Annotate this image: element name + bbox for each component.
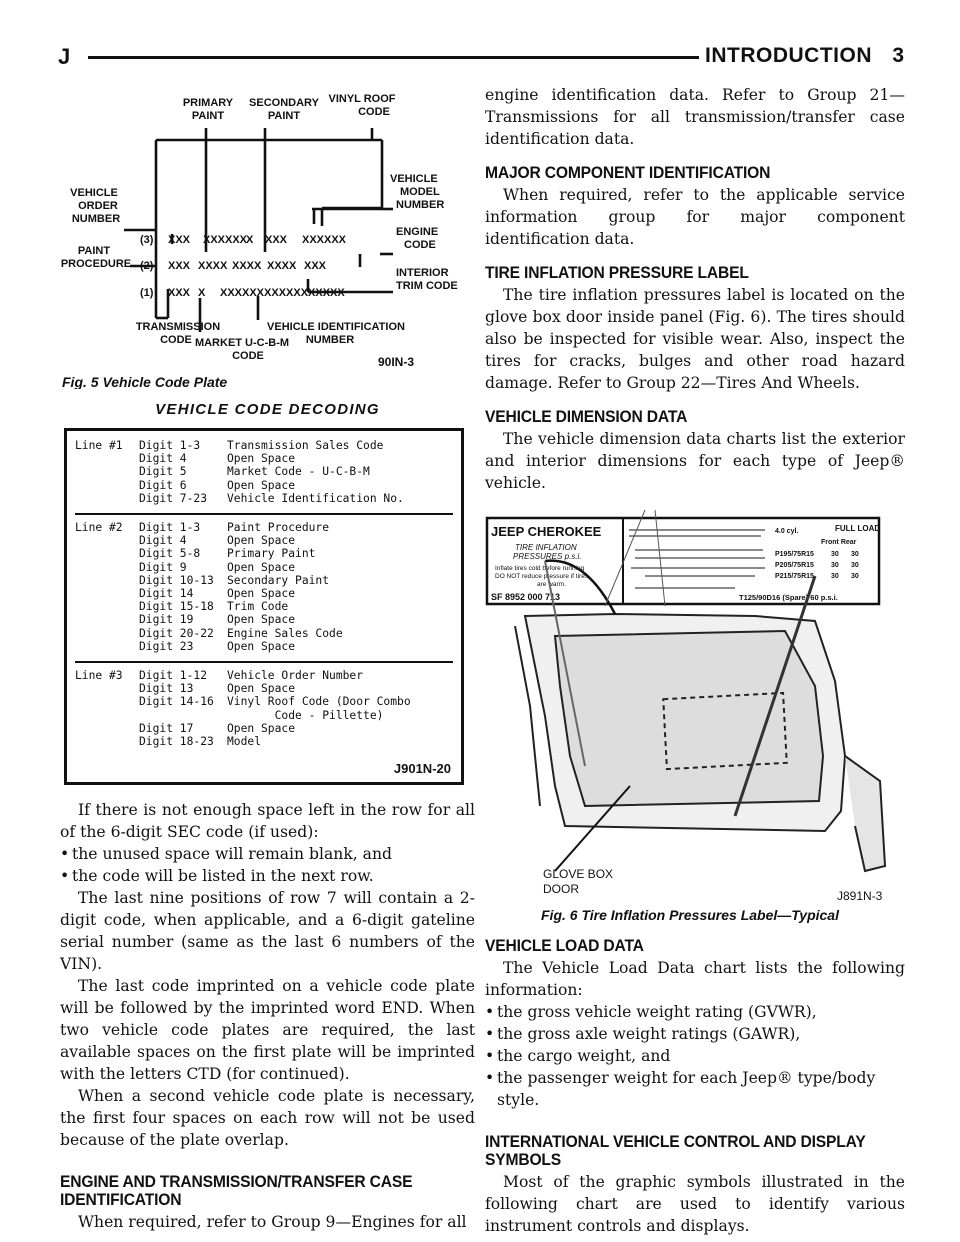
paragraph: When required, refer to Group 9—Engines for all bbox=[78, 1213, 467, 1232]
tire-size: P215/75R15 bbox=[775, 573, 814, 580]
digit-meaning: Open Space bbox=[227, 560, 296, 574]
line-label bbox=[75, 640, 139, 653]
label-sub-1: TIRE INFLATION bbox=[515, 543, 577, 552]
fig6-caption: Fig. 6 Tire Inflation Pressures Label—Typical bbox=[541, 907, 839, 923]
label-market-1: MARKET U-C-B-M bbox=[194, 337, 290, 349]
plate-rows bbox=[140, 234, 347, 299]
label-note-1: Inflate tires cold before running bbox=[495, 565, 585, 572]
row2-cell: XXX bbox=[304, 260, 327, 272]
decoding-code: J901N-20 bbox=[393, 761, 451, 777]
label-vehicle-model-1: VEHICLE bbox=[390, 173, 438, 185]
heading-vehicle-load: VEHICLE LOAD DATA bbox=[485, 936, 644, 955]
table-row bbox=[75, 722, 453, 735]
digit-meaning: Vehicle Order Number bbox=[227, 669, 364, 683]
digit-range: Digit 4 bbox=[139, 452, 187, 466]
list-item: • the unused space will remain blank, and bbox=[60, 843, 475, 865]
door-label-2: DOOR bbox=[543, 882, 579, 896]
label-sub-2: PRESSURES p.s.i. bbox=[513, 552, 582, 561]
table-row bbox=[75, 479, 453, 492]
list-item: • the gross axle weight ratings (GAWR), bbox=[485, 1023, 905, 1045]
decoding-title: VEHICLE CODE DECODING bbox=[155, 401, 380, 418]
table-row bbox=[75, 587, 453, 600]
digit-meaning: Open Space bbox=[227, 587, 296, 601]
digit-range: Digit 1-12 bbox=[139, 669, 208, 683]
digit-meaning: Open Space bbox=[227, 452, 296, 466]
row3-cell: XXXXXX bbox=[302, 234, 347, 246]
digit-range: Digit 5-8 bbox=[139, 547, 201, 561]
decoding-table bbox=[64, 428, 464, 785]
label-vin-2: NUMBER bbox=[305, 334, 355, 346]
decode-group bbox=[75, 437, 453, 509]
list-item: • the gross vehicle weight rating (GVWR), bbox=[485, 1001, 905, 1023]
line-label bbox=[75, 600, 139, 613]
label-engine: 4.0 cyl. bbox=[775, 528, 799, 535]
row2-number: (2) bbox=[140, 260, 154, 272]
line-label: Line #3 bbox=[75, 669, 123, 683]
table-row bbox=[75, 682, 453, 695]
label-engine-2: CODE bbox=[404, 239, 436, 251]
row1-number: (1) bbox=[140, 287, 154, 299]
label-vinyl-roof-1: VINYL ROOF bbox=[328, 93, 396, 105]
label-transmission-2: CODE bbox=[160, 334, 192, 346]
digit-meaning: Paint Procedure bbox=[227, 521, 330, 535]
paragraph: The last code imprinted on a vehicle code plate will be followed by the imprinted word END. When two vehicle code plates are required, the last available spaces on the first plate will be imprinted with the letters CTD (for continued). bbox=[60, 977, 475, 1084]
line-label bbox=[75, 587, 139, 600]
tire-rear: 30 bbox=[851, 573, 859, 580]
label-secondary-paint-2: PAINT bbox=[267, 110, 301, 122]
line-label bbox=[75, 479, 139, 492]
section-letter: J bbox=[58, 44, 71, 69]
right-column bbox=[485, 84, 905, 1237]
row1-cell: XXXXXXXXXXXXXXXXX bbox=[220, 287, 345, 299]
tire-rear: 30 bbox=[851, 551, 859, 558]
line-label bbox=[75, 465, 139, 478]
paragraph: The Vehicle Load Data chart lists the following information: bbox=[485, 959, 905, 999]
table-row bbox=[75, 640, 453, 653]
table-row bbox=[75, 521, 453, 534]
label-vehicle-model-2: MODEL bbox=[400, 186, 440, 198]
label-note-3: are warm. bbox=[537, 581, 566, 588]
tire-size: P195/75R15 bbox=[775, 551, 814, 558]
line-label bbox=[75, 627, 139, 640]
line-label bbox=[75, 682, 139, 695]
table-row bbox=[75, 561, 453, 574]
heading-international-symbols: INTERNATIONAL VEHICLE CONTROL AND DISPLAY SYMBOLS bbox=[485, 1132, 866, 1169]
label-title: JEEP CHEROKEE bbox=[491, 524, 602, 539]
line-label bbox=[75, 735, 139, 748]
row3-cell: XXX bbox=[265, 234, 288, 246]
row2-cell: XXXX bbox=[198, 260, 228, 272]
line-label: Line #2 bbox=[75, 521, 123, 535]
digit-range: Digit 19 bbox=[139, 613, 194, 627]
table-row bbox=[75, 439, 453, 452]
digit-meaning: Market Code - U-C-B-M bbox=[227, 465, 370, 479]
decode-group bbox=[75, 513, 453, 657]
label-vinyl-roof-2: CODE bbox=[358, 106, 390, 118]
digit-meaning: Primary Paint bbox=[227, 547, 316, 561]
digit-meaning: Vehicle Identification No. bbox=[227, 491, 404, 505]
label-vehicle-order-1: VEHICLE bbox=[70, 187, 118, 199]
tire-front: 30 bbox=[831, 562, 839, 569]
digit-meaning: Secondary Paint bbox=[227, 573, 330, 587]
table-row bbox=[75, 600, 453, 613]
label-secondary-paint-1: SECONDARY bbox=[249, 97, 319, 109]
tire-size: P205/75R15 bbox=[775, 562, 814, 569]
row3-cell: X bbox=[246, 234, 254, 246]
digit-range: Digit 14 bbox=[139, 587, 194, 601]
heading-tire-inflation: TIRE INFLATION PRESSURE LABEL bbox=[485, 263, 749, 282]
paragraph: The last nine positions of row 7 will contain a 2-digit code, when applicable, and a 6-digit gateline serial number (same as the last 6 numbers of the VIN). bbox=[60, 889, 475, 974]
label-primary-paint-1: PRIMARY bbox=[182, 97, 234, 109]
row2-cell: XXX bbox=[168, 260, 191, 272]
line-label: Line #1 bbox=[75, 439, 123, 452]
digit-range: Digit 1-3 bbox=[139, 521, 201, 535]
paragraph: If there is not enough space left in the row for all of the 6-digit SEC code (if used): bbox=[60, 801, 475, 842]
page-number: 3 bbox=[892, 44, 904, 67]
tire-front: 30 bbox=[831, 551, 839, 558]
fig6-code: J891N-3 bbox=[837, 889, 883, 903]
table-row bbox=[75, 669, 453, 682]
paragraph: When a second vehicle code plate is necessary, the first four spaces on each row will not be used because of the plate overlap. bbox=[60, 1087, 475, 1150]
digit-range: Digit 23 bbox=[139, 639, 194, 653]
paragraph: The vehicle dimension data charts list the exterior and interior dimensions for each type of Jeep® vehicle. bbox=[485, 430, 905, 492]
row3-cell: XXX bbox=[168, 234, 191, 246]
line-label bbox=[75, 613, 139, 626]
line-label bbox=[75, 722, 139, 735]
label-interior-2: TRIM CODE bbox=[396, 280, 458, 292]
label-primary-paint-2: PAINT bbox=[191, 110, 225, 122]
digit-range: Digit 17 bbox=[139, 721, 194, 735]
section-title: INTRODUCTION bbox=[705, 44, 872, 67]
table-row bbox=[75, 547, 453, 560]
digit-range: Digit 7-23 bbox=[139, 491, 208, 505]
fig6-illustration bbox=[485, 506, 905, 923]
digit-meaning: Open Space bbox=[227, 721, 296, 735]
digit-range: Digit 6 bbox=[139, 478, 187, 492]
digit-range: Digit 18-23 bbox=[139, 735, 214, 749]
digit-meaning: Transmission Sales Code bbox=[227, 439, 384, 452]
table-row bbox=[75, 574, 453, 587]
digit-meaning: Open Space bbox=[227, 639, 296, 653]
row1-cell: X bbox=[198, 287, 206, 299]
digit-meaning: Engine Sales Code bbox=[227, 626, 343, 640]
table-row bbox=[75, 627, 453, 640]
header-rule bbox=[88, 56, 699, 59]
label-front-rear: Front Rear bbox=[821, 539, 857, 546]
paragraph: When required, refer to the applicable service information group for major component identification data. bbox=[485, 186, 905, 248]
fig5-caption: Fig. 5 Vehicle Code Plate bbox=[62, 374, 228, 389]
decode-group bbox=[75, 661, 453, 752]
paragraph: The tire inflation pressures label is located on the glove box door inside panel (Fig. 6). The tires should also be inspected for visible wear. Also, inspect the tires for cracks, bulges and other road hazard damage. Refer to Group 22—Tires And Wheels. bbox=[485, 286, 905, 392]
label-vehicle-model-3: NUMBER bbox=[396, 199, 445, 211]
table-row bbox=[75, 735, 453, 748]
digit-meaning: Vinyl Roof Code (Door Combo Code - Pillette) bbox=[227, 695, 411, 722]
line-label bbox=[75, 695, 139, 721]
list-item: • the cargo weight, and bbox=[485, 1045, 905, 1067]
paragraph: engine identification data. Refer to Group 21—Transmissions for all transmission/transfer case identification data. bbox=[485, 86, 905, 148]
fig5-diagram bbox=[60, 84, 475, 389]
digit-meaning: Open Space bbox=[227, 682, 296, 696]
label-vehicle-order-3: NUMBER bbox=[71, 213, 121, 225]
fig5-code: 90IN-3 bbox=[378, 355, 415, 369]
digit-range: Digit 20-22 bbox=[139, 626, 214, 640]
door-label-1: GLOVE BOX bbox=[543, 867, 614, 881]
digit-range: Digit 5 bbox=[139, 465, 187, 479]
label-spare: T125/90D16 (Spare) 60 p.s.i. bbox=[739, 593, 838, 602]
heading-vehicle-dimension: VEHICLE DIMENSION DATA bbox=[485, 407, 688, 426]
line-label bbox=[75, 452, 139, 465]
table-row bbox=[75, 695, 453, 721]
label-engine-1: ENGINE bbox=[396, 226, 439, 238]
load-bullet-list bbox=[485, 1001, 905, 1111]
table-row bbox=[75, 534, 453, 547]
label-paint-procedure-2: PROCEDURE bbox=[60, 258, 132, 270]
digit-meaning: Open Space bbox=[227, 534, 296, 548]
label-vin-1: VEHICLE IDENTIFICATION bbox=[267, 321, 405, 333]
page-header bbox=[58, 44, 904, 72]
heading-engine-transmission: ENGINE AND TRANSMISSION/TRANSFER CASE IDENTIFICATION bbox=[60, 1172, 413, 1210]
line-label bbox=[75, 534, 139, 547]
digit-range: Digit 4 bbox=[139, 534, 187, 548]
digit-range: Digit 1-3 bbox=[139, 439, 201, 452]
table-row bbox=[75, 613, 453, 626]
line-label bbox=[75, 547, 139, 560]
fig5-vehicle-code-plate bbox=[60, 84, 475, 389]
table-row bbox=[75, 465, 453, 478]
tire-front: 30 bbox=[831, 573, 839, 580]
digit-range: Digit 9 bbox=[139, 560, 187, 574]
line-label bbox=[75, 492, 139, 505]
digit-meaning: Open Space bbox=[227, 478, 296, 492]
paragraph: Most of the graphic symbols illustrated in the following chart are used to identify various instrument controls and displays. bbox=[485, 1173, 905, 1235]
digit-meaning: Model bbox=[227, 735, 262, 749]
label-note-2: DO NOT reduce pressure if tires bbox=[495, 573, 589, 580]
digit-range: Digit 13 bbox=[139, 682, 194, 696]
label-full-load: FULL LOAD bbox=[835, 524, 881, 533]
row2-cell: XXXX bbox=[267, 260, 297, 272]
row3-number: (3) bbox=[140, 234, 154, 246]
digit-range: Digit 14-16 bbox=[139, 695, 214, 709]
digit-meaning: Open Space bbox=[227, 613, 296, 627]
heading-major-component: MAJOR COMPONENT IDENTIFICATION bbox=[485, 163, 771, 182]
digit-range: Digit 15-18 bbox=[139, 600, 214, 614]
digit-range: Digit 10-13 bbox=[139, 573, 214, 587]
label-transmission-1: TRANSMISSION bbox=[135, 321, 221, 333]
line-label bbox=[75, 574, 139, 587]
table-row bbox=[75, 452, 453, 465]
digit-meaning: Trim Code bbox=[227, 600, 289, 614]
sec-bullet-list bbox=[60, 843, 475, 887]
label-part-number: SF 8952 000 713 bbox=[491, 592, 561, 602]
row3-cell: XXXXXX bbox=[203, 234, 248, 246]
table-row bbox=[75, 492, 453, 505]
fig6-tire-label-figure bbox=[485, 506, 905, 923]
label-market-2: CODE bbox=[232, 350, 264, 362]
list-item: • the passenger weight for each Jeep® type/body style. bbox=[485, 1067, 905, 1111]
line-label bbox=[75, 561, 139, 574]
row2-cell: XXXX bbox=[232, 260, 262, 272]
label-paint-procedure-1: PAINT bbox=[77, 245, 111, 257]
tire-rear: 30 bbox=[851, 562, 859, 569]
list-item: • the code will be listed in the next row. bbox=[60, 865, 475, 887]
left-column bbox=[60, 84, 475, 1233]
row1-cell: XXX bbox=[168, 287, 191, 299]
label-interior-1: INTERIOR bbox=[396, 267, 449, 279]
label-vehicle-order-2: ORDER bbox=[78, 200, 118, 212]
